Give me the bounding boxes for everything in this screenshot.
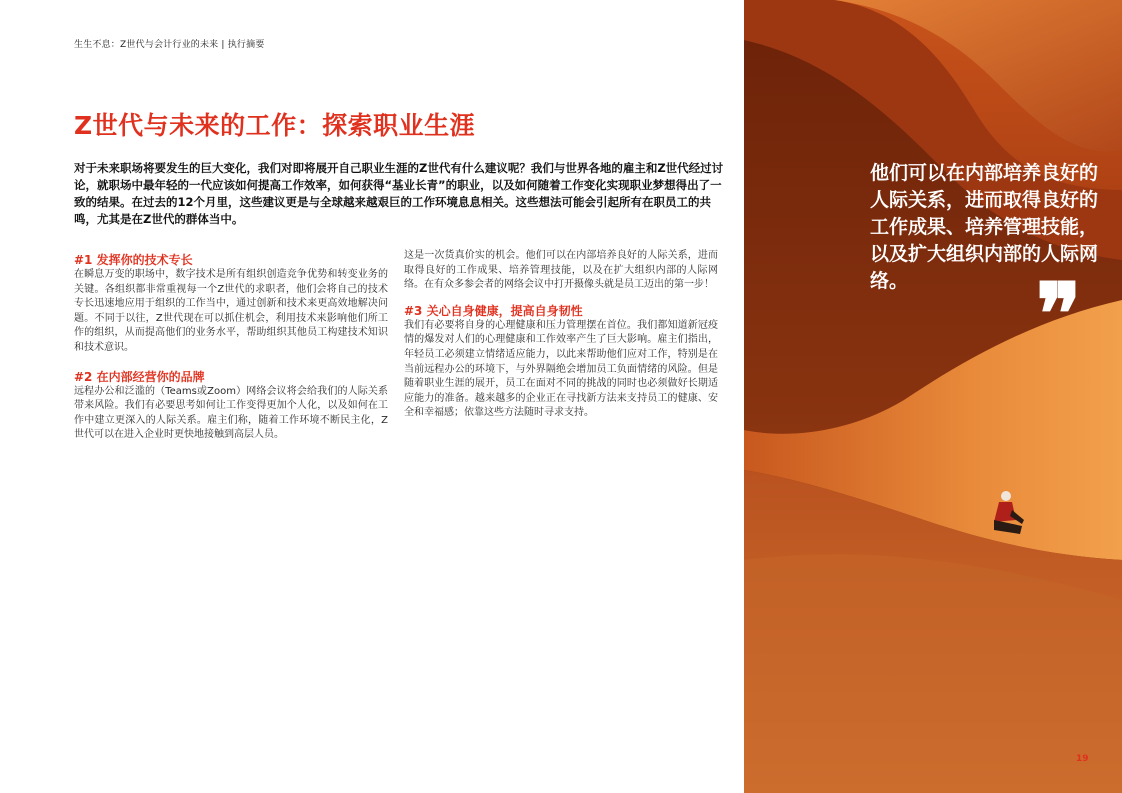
- running-head: 生生不息：Z世代与会计行业的未来 | 执行摘要: [74, 40, 265, 50]
- right-column: [404, 249, 718, 421]
- section-3-heading: #3 关心自身健康，提高自身韧性: [404, 303, 583, 318]
- section-1-heading: #1 发挥你的技术专长: [74, 253, 193, 267]
- section-2-heading: #2 在内部经营你的品牌: [74, 369, 205, 384]
- lead-paragraph: 对于未来职场将要发生的巨大变化，我们对即将展开自己职业生涯的Z世代有什么建议呢？我们与世界各地的雇主和Z世代经过讨论，就职场中最年轻的一代应该如何提高工作效率，如何获得“基业长青”的职业，以及如何随着工作变化实现职业梦想得出了一致的结果。在过去的12个月里，这些建议更是与全球越来越艰巨的工作环境息息相关。这些想法可能会引起所有在职员工的共鸣，尤其是在Z世代的群体当中。: [74, 161, 724, 226]
- pull-quote: 他们可以在内部培养良好的人际关系，进而取得良好的工作成果、培养管理技能，以及扩大组织内部的人际网络。: [870, 162, 1099, 292]
- desert-dune-photo: [744, 0, 1122, 793]
- section-2-body: 远程办公和泛滥的（Teams或Zoom）网络会议将会给我们的人际关系带来风险。我们有必要思考如何让工作变得更加个人化，以及如何在工作中建立更深入的人际关系。雇主们称，随着工作环境不断民主化，Z世代可以在进入企业时更快地接触到高层人员。: [74, 385, 388, 441]
- section-3-body: 我们有必要将自身的心理健康和压力管理摆在首位。我们都知道新冠疫情的爆发对人们的心理健康和工作效率产生了巨大影响。雇主们指出，年轻员工必须建立情绪适应能力，以此来帮助他们应对工作，特别是在当前远程办公的环境下，与外界隔绝会增加员工负面情绪的风险。但是随着职业生涯的展开，员工在面对不同的挑战的同时也必须做好长期适应能力的准备。越来越多的企业正在寻找新方法来支持员工的健康、安全和幸福感；依靠这些方法随时寻求支持。: [404, 319, 718, 419]
- quote-mark-icon: ❞: [1036, 264, 1082, 363]
- section-2-body-continued: 这是一次货真价实的机会。他们可以在内部培养良好的人际关系，进而取得良好的工作成果、培养管理技能，以及在扩大组织内部的人际网络。在有众多参会者的网络会议中打开摄像头就是员工迈出的第一步！: [404, 250, 718, 291]
- section-1-body: 在瞬息万变的职场中，数字技术是所有组织创造竞争优势和转变业务的关键。各组织都非常重视每一个Z世代的求职者，他们会将自己的技术专长迅速地应用于组织的工作当中，通过创新和技术来更高效地解决问题。不同于以往，Z世代现在可以抓住机会，利用技术来影响他们所工作的组织，从而提高他们的业务水平，帮助组织其他员工构建技术知识和技术意识。: [74, 269, 388, 353]
- page-title: Z世代与未来的工作：探索职业生涯: [74, 111, 476, 140]
- page-number: 19: [1076, 754, 1089, 764]
- left-column: [74, 252, 388, 443]
